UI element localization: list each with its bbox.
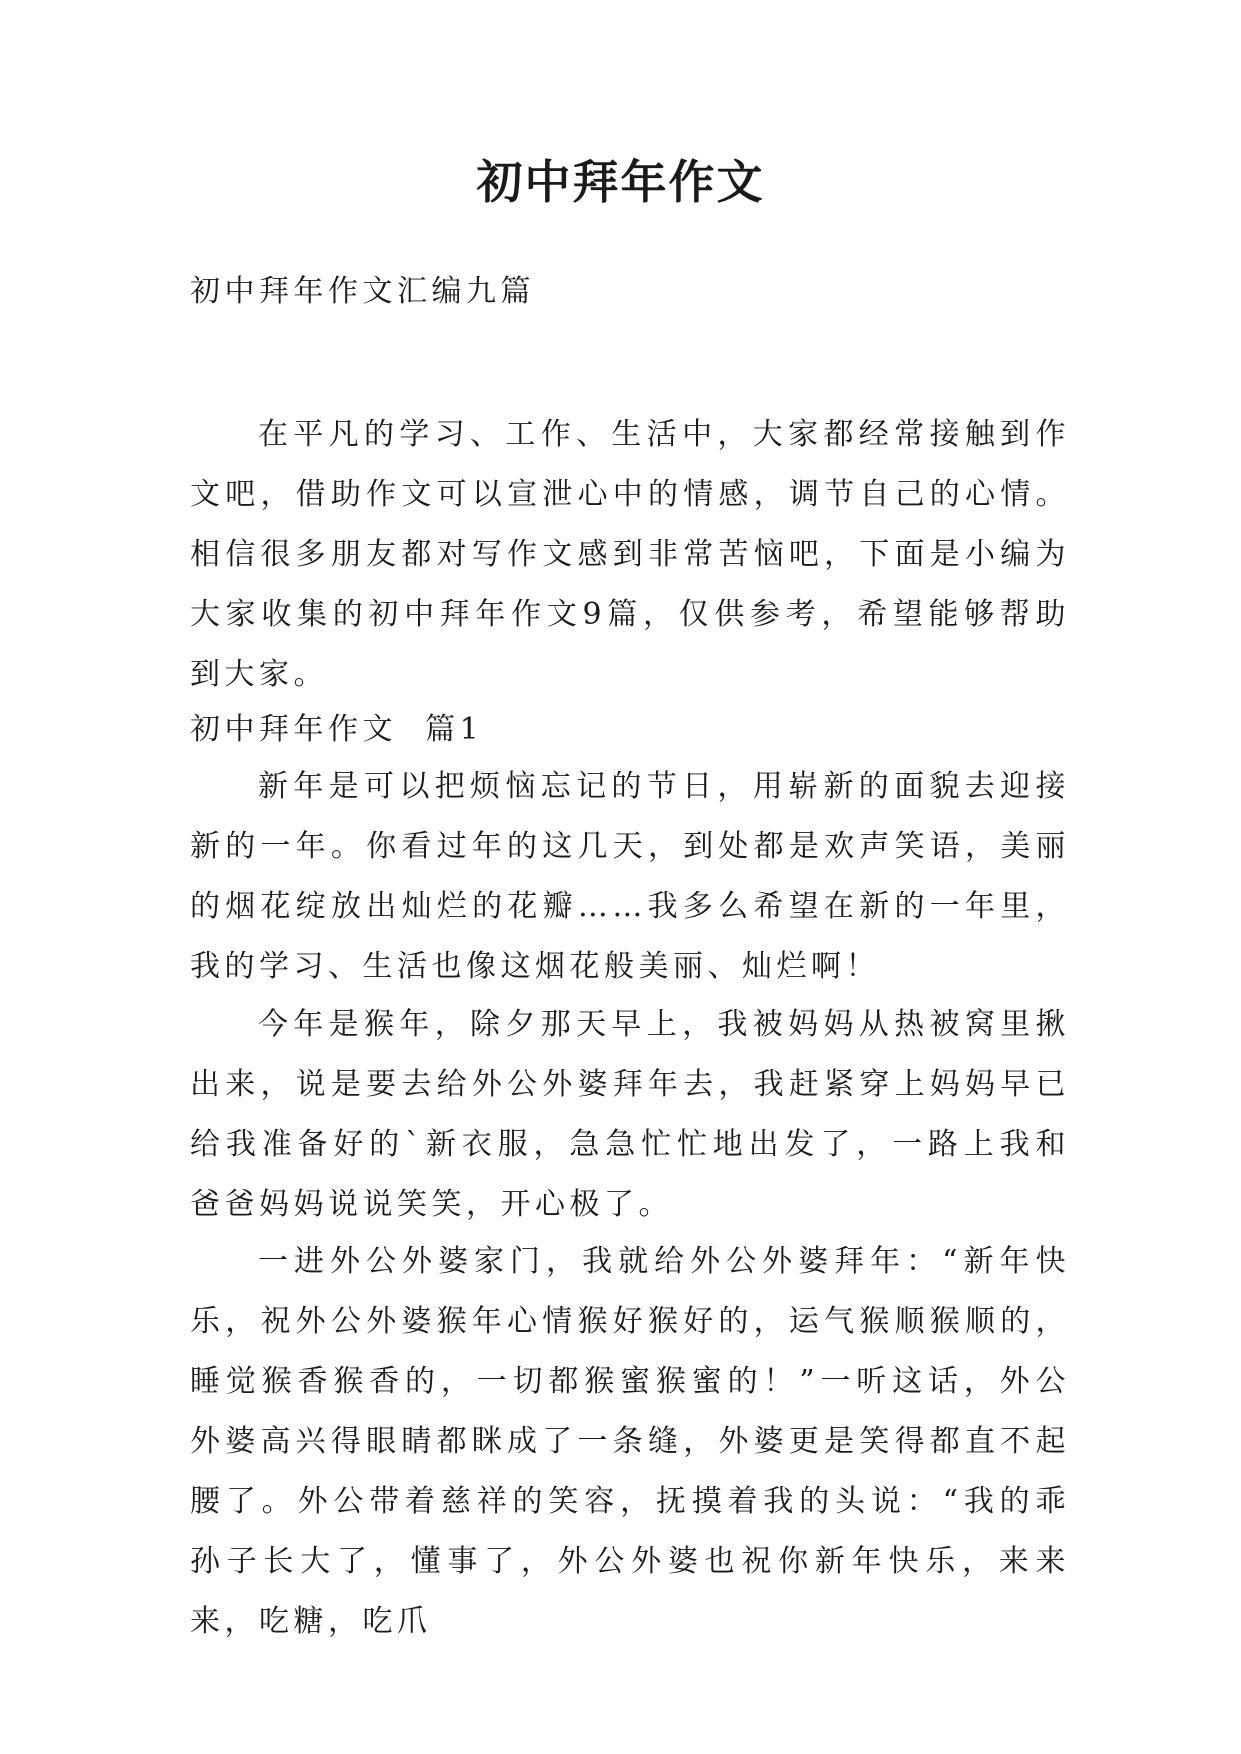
- body-paragraph: 今年是猴年，除夕那天早上，我被妈妈从热被窝里揪出来，说是要去给外公外婆拜年去，我赶紧穿上妈妈早已给我准备好的`新衣服，急急忙忙地出发了，一路上我和爸爸妈妈说说笑笑，开心极了。: [190, 1007, 1070, 1222]
- section-heading: 初中拜年作文 篇1: [190, 712, 484, 747]
- document-title: 初中拜年作文: [476, 155, 765, 209]
- intro-paragraph: 在平凡的学习、工作、生活中，大家都经常接触到作文吧，借助作文可以宣泄心中的情感，调节自己的心情。相信很多朋友都对写作文感到非常苦恼吧，下面是小编为大家收集的初中拜年作文9篇，仅供参考，希望能够帮助到大家。: [190, 417, 1070, 692]
- document-subtitle: 初中拜年作文汇编九篇: [190, 274, 535, 309]
- body-paragraph: 新年是可以把烦恼忘记的节日，用崭新的面貌去迎接新的一年。你看过年的这几天，到处都是欢声笑语，美丽的烟花绽放出灿烂的花瓣……我多么希望在新的一年里，我的学习、生活也像这烟花般美丽、灿烂啊！: [190, 769, 1070, 984]
- body-paragraph: 一进外公外婆家门，我就给外公外婆拜年：“新年快乐，祝外公外婆猴年心情猴好猴好的，运气猴顺猴顺的，睡觉猴香猴香的，一切都猴蜜猴蜜的！”一听这话，外公外婆高兴得眼睛都眯成了一条缝，外婆更是笑得都直不起腰了。外公带着慈祥的笑容，抚摸着我的头说：“我的乖孙子长大了，懂事了，外公外婆也祝你新年快乐，来来来，吃糖，吃爪: [190, 1244, 1070, 1639]
